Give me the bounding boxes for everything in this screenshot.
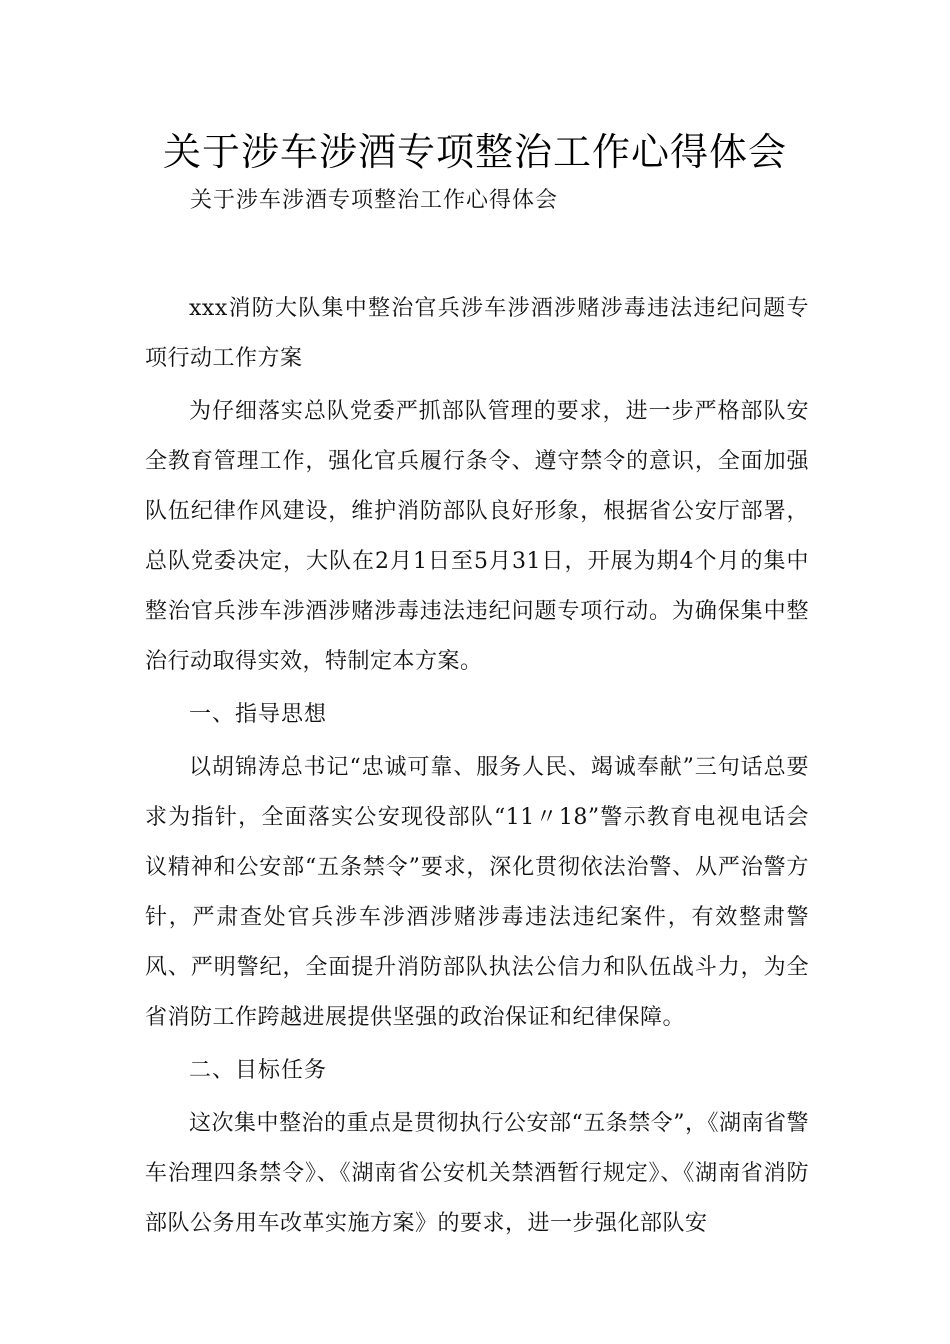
document-body	[145, 284, 809, 1252]
paragraph-objectives: 这次集中整治的重点是贯彻执行公安部“五条禁令”，《湖南省警车治理四条禁令》、《湖南省公安机关禁酒暂行规定》、《湖南省消防部队公务用车改革实施方案》的要求，进一步强化部队安	[145, 1111, 809, 1236]
document-subtitle: 关于涉车涉酒专项整治工作心得体会	[190, 188, 559, 213]
section-heading-guiding-thought: 一、指导思想	[189, 702, 328, 727]
paragraph-guiding-thought: 以胡锦涛总书记“忠诚可靠、服务人民、竭诚奉献”三句话总要求为指针，全面落实公安现役部队“11〃18”警示教育电视电话会议精神和公安部“五条禁令”要求，深化贯彻依法治警、从严治警方针，严肃查处官兵涉车涉酒涉赌涉毒违法违纪案件，有效整肃警风、严明警纪，全面提升消防部队执法公信力和队伍战斗力，为全省消防工作跨越进展提供坚强的政治保证和纪律保障。	[145, 755, 809, 1030]
section-heading-objectives: 二、目标任务	[189, 1058, 328, 1083]
document-title: 关于涉车涉酒专项整治工作心得体会	[162, 130, 787, 174]
paragraph-plan-title: xxx消防大队集中整治官兵涉车涉酒涉赌涉毒违法违纪问题专项行动工作方案	[145, 296, 809, 371]
paragraph-intro: 为仔细落实总队党委严抓部队管理的要求，进一步严格部队安全教育管理工作，强化官兵履行条令、遵守禁令的意识，全面加强队伍纪律作风建设，维护消防部队良好形象，根据省公安厅部署，总队党委决定，大队在2月1日至5月31日，开展为期4个月的集中整治官兵涉车涉酒涉赌涉毒违法违纪问题专项行动。为确保集中整治行动取得实效，特制定本方案。	[145, 399, 809, 674]
